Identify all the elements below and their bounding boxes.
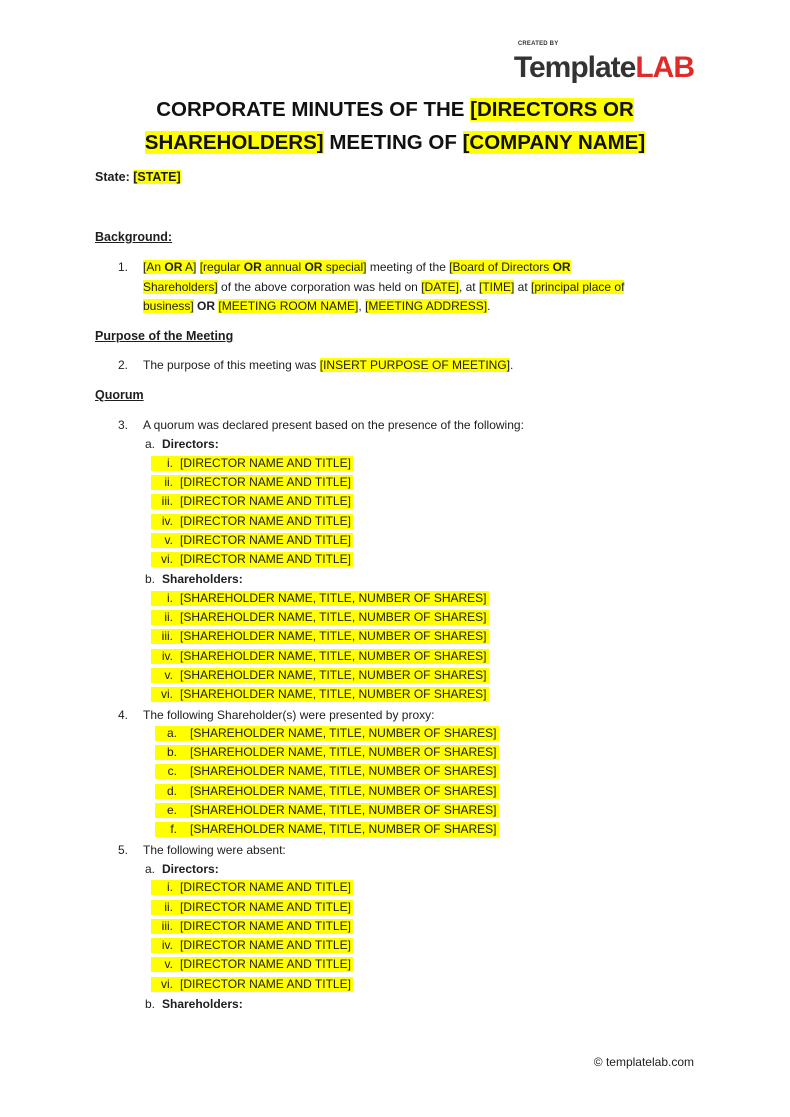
- list-marker: i.: [167, 880, 173, 895]
- shareholder-entry: [151, 591, 489, 606]
- list-item-text: [SHAREHOLDER NAME, TITLE, NUMBER OF SHARES]: [190, 725, 497, 740]
- text-segment: of the above corporation was held on: [217, 280, 422, 294]
- logo-name-lab: LAB: [635, 51, 694, 84]
- director-entry: [151, 456, 353, 471]
- list-marker: vi.: [161, 552, 173, 567]
- placeholder-text: OR: [304, 260, 323, 274]
- list-item-text: [DIRECTOR NAME AND TITLE]: [180, 880, 351, 895]
- item-text: The following were absent:: [143, 842, 286, 857]
- logo-created-by: CREATED BY: [517, 41, 559, 47]
- list-marker: ii.: [164, 610, 173, 624]
- list-marker: v.: [164, 532, 173, 547]
- list-item-text: [DIRECTOR NAME AND TITLE]: [180, 938, 351, 953]
- list-marker: e.: [166, 803, 177, 817]
- list-marker: v.: [164, 667, 173, 682]
- list-item-text: [SHAREHOLDER NAME, TITLE, NUMBER OF SHARES]: [180, 610, 487, 624]
- list-item-text: [SHAREHOLDER NAME, TITLE, NUMBER OF SHARES]: [180, 629, 487, 644]
- sublist-letter: b.: [145, 572, 156, 587]
- item-number: 3.: [118, 418, 129, 432]
- sublist-letter: b.: [145, 997, 156, 1011]
- text-segment: OR: [197, 299, 216, 313]
- list-item-text: [SHAREHOLDER NAME, TITLE, NUMBER OF SHARES]: [180, 590, 487, 605]
- text-segment: at: [514, 280, 532, 294]
- list-marker: iii.: [161, 918, 173, 933]
- list-item-text: [DIRECTOR NAME AND TITLE]: [180, 552, 351, 567]
- list-item-text: [SHAREHOLDER NAME, TITLE, NUMBER OF SHARES]: [190, 803, 497, 817]
- list-item-text: [DIRECTOR NAME AND TITLE]: [180, 494, 351, 509]
- list-marker: iv.: [161, 513, 173, 528]
- sublist-letter: a.: [145, 861, 156, 876]
- purpose-value: [INSERT PURPOSE OF MEETING]: [319, 358, 511, 372]
- list-item-text: [SHAREHOLDER NAME, TITLE, NUMBER OF SHARES]: [180, 667, 487, 682]
- item-number: 1.: [118, 260, 129, 274]
- placeholder-text: special]: [322, 260, 367, 274]
- list-marker: f.: [170, 822, 177, 837]
- sublist-label: Directors:: [162, 861, 219, 876]
- title-line-2: [0, 130, 790, 155]
- list-item-text: [SHAREHOLDER NAME, TITLE, NUMBER OF SHARES]: [190, 745, 497, 760]
- list-marker: iii.: [161, 494, 173, 509]
- list-marker: b.: [166, 745, 177, 760]
- director-entry: [151, 494, 353, 509]
- proxy-shareholder-entry: [155, 764, 499, 779]
- list-item-text: [SHAREHOLDER NAME, TITLE, NUMBER OF SHARES]: [190, 783, 497, 798]
- sublist-label: Shareholders:: [162, 997, 243, 1011]
- absent-director-entry: [151, 900, 353, 915]
- placeholder-text: [DIRECTORS OR: [470, 98, 634, 121]
- placeholder-text: OR: [164, 260, 183, 274]
- quorum-heading: Quorum: [95, 388, 144, 402]
- list-item-text: [SHAREHOLDER NAME, TITLE, NUMBER OF SHARES]: [180, 648, 487, 663]
- footer-copyright: © templatelab.com: [593, 1055, 694, 1069]
- placeholder-text: OR: [243, 260, 262, 274]
- placeholder-text: OR: [552, 260, 571, 274]
- absent-director-entry: [151, 957, 353, 972]
- director-entry: [151, 514, 353, 529]
- sublist-label: Shareholders:: [162, 572, 243, 587]
- logo-name-template: Template: [513, 51, 636, 84]
- placeholder-text: [regular: [199, 260, 244, 274]
- text-segment: MEETING OF: [323, 131, 463, 154]
- list-marker: iv.: [161, 648, 173, 663]
- text-segment: meeting of the: [366, 260, 450, 274]
- shareholder-entry: [151, 629, 489, 644]
- item-number: 4.: [118, 707, 129, 722]
- placeholder-text: annual: [261, 260, 305, 274]
- purpose-lead: The purpose of this meeting was: [143, 358, 320, 372]
- placeholder-text: [Board of Directors: [449, 260, 553, 274]
- proxy-shareholder-entry: [155, 745, 499, 760]
- text-segment: ,: [358, 299, 366, 313]
- item-text: A quorum was declared present based on the presence of the following:: [143, 418, 524, 432]
- placeholder-text: A]: [182, 260, 197, 274]
- background-heading: Background:: [95, 230, 173, 244]
- list-marker: ii.: [164, 899, 173, 914]
- state-label: State:: [95, 170, 134, 184]
- list-marker: i.: [167, 455, 173, 470]
- proxy-shareholder-entry: [155, 803, 499, 818]
- list-marker: i.: [167, 590, 173, 605]
- list-marker: a.: [166, 725, 177, 740]
- list-marker: v.: [164, 957, 173, 972]
- background-line-3: [143, 299, 490, 314]
- absent-director-entry: [151, 977, 353, 992]
- list-marker: iv.: [161, 938, 173, 953]
- purpose-end: .: [510, 358, 514, 372]
- absent-director-entry: [151, 880, 353, 895]
- state-field: [95, 170, 181, 185]
- sublist-letter: a.: [145, 437, 156, 452]
- director-entry: [151, 533, 353, 548]
- list-item-text: [DIRECTOR NAME AND TITLE]: [180, 957, 351, 972]
- list-item-text: [DIRECTOR NAME AND TITLE]: [180, 976, 351, 991]
- placeholder-text: [An: [143, 260, 165, 274]
- list-marker: c.: [167, 764, 177, 779]
- state-value: [STATE]: [133, 170, 181, 184]
- proxy-shareholder-entry: [155, 822, 499, 837]
- placeholder-text: Shareholders]: [143, 280, 218, 294]
- item-text: The following Shareholder(s) were presented by proxy:: [143, 707, 435, 722]
- shareholder-entry: [151, 610, 489, 625]
- purpose-text: [143, 358, 513, 373]
- list-item-text: [DIRECTOR NAME AND TITLE]: [180, 513, 351, 528]
- absent-director-entry: [151, 919, 353, 934]
- list-marker: ii.: [164, 474, 173, 489]
- list-marker: vi.: [161, 976, 173, 991]
- text-segment: .: [487, 299, 491, 313]
- text-segment: , at: [458, 280, 479, 294]
- director-entry: [151, 552, 353, 567]
- placeholder-text: [MEETING ADDRESS]: [365, 299, 488, 313]
- placeholder-text: business]: [143, 299, 194, 313]
- title-line-1: [0, 97, 790, 122]
- absent-director-entry: [151, 938, 353, 953]
- shareholder-entry: [151, 649, 489, 664]
- list-item-text: [DIRECTOR NAME AND TITLE]: [180, 474, 351, 489]
- list-marker: d.: [166, 783, 177, 798]
- list-item-text: [SHAREHOLDER NAME, TITLE, NUMBER OF SHARES]: [180, 687, 487, 702]
- list-marker: iii.: [161, 629, 173, 644]
- item-number: 2.: [118, 358, 129, 372]
- list-item-text: [DIRECTOR NAME AND TITLE]: [180, 918, 351, 933]
- purpose-heading: Purpose of the Meeting: [95, 329, 234, 343]
- list-item-text: [DIRECTOR NAME AND TITLE]: [180, 899, 351, 914]
- item-number: 5.: [118, 842, 129, 857]
- templatelab-logo: [514, 40, 694, 86]
- list-item-text: [SHAREHOLDER NAME, TITLE, NUMBER OF SHARES]: [190, 764, 497, 779]
- background-line-1: [143, 260, 571, 275]
- proxy-shareholder-entry: [155, 726, 499, 741]
- shareholder-entry: [151, 687, 489, 702]
- list-item-text: [DIRECTOR NAME AND TITLE]: [180, 532, 351, 547]
- list-item-text: [SHAREHOLDER NAME, TITLE, NUMBER OF SHARES]: [190, 822, 497, 837]
- text-segment: CORPORATE MINUTES OF THE: [156, 98, 471, 121]
- director-entry: [151, 475, 353, 490]
- placeholder-text: [TIME]: [478, 280, 515, 294]
- placeholder-text: [DATE]: [421, 280, 459, 294]
- list-item-text: [DIRECTOR NAME AND TITLE]: [180, 455, 351, 470]
- placeholder-text: SHAREHOLDERS]: [144, 131, 324, 154]
- proxy-shareholder-entry: [155, 784, 499, 799]
- list-marker: vi.: [161, 687, 173, 702]
- placeholder-text: [MEETING ROOM NAME]: [218, 299, 359, 313]
- placeholder-text: [principal place of: [531, 280, 625, 294]
- shareholder-entry: [151, 668, 489, 683]
- sublist-label: Directors:: [162, 437, 219, 452]
- placeholder-text: [COMPANY NAME]: [462, 131, 646, 154]
- background-line-2: [143, 280, 624, 295]
